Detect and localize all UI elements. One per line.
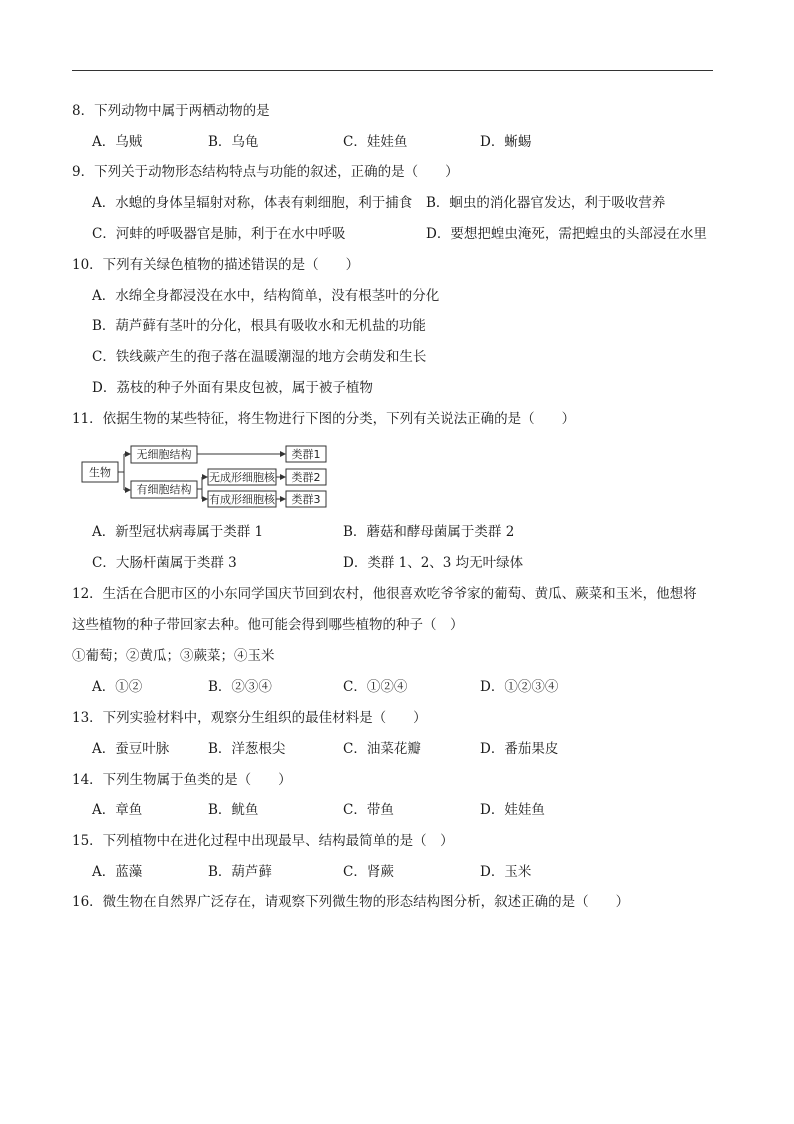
q8-option-d: D．蜥蜴 [480, 134, 532, 150]
q13-option-c: C．油菜花瓣 [343, 741, 421, 757]
q11-option-a: A．新型冠状病毒属于类群 1 [92, 524, 264, 540]
q8-option-b: B．乌龟 [208, 134, 259, 150]
diagram-group-1: 类群1 [291, 448, 321, 461]
q11-option-d: D．类群 1、2、3 均无叶绿体 [343, 555, 524, 571]
diagram-no-nucleus: 无成形细胞核 [209, 471, 275, 484]
diagram-root: 生物 [89, 466, 111, 479]
q13-option-b: B．洋葱根尖 [208, 741, 286, 757]
q9-option-d: D．要想把蝗虫淹死，需把蝗虫的头部浸在水里 [426, 226, 707, 242]
q14-option-a: A．章鱼 [92, 802, 143, 818]
q10-option-d: D．荔枝的种子外面有果皮包被，属于被子植物 [92, 380, 373, 396]
header-rule [72, 70, 713, 71]
question-13-stem: 13．下列实验材料中，观察分生组织的最佳材料是（ ） [72, 710, 427, 726]
question-16-stem: 16．微生物在自然界广泛存在，请观察下列微生物的形态结构图分析，叙述正确的是（ ） [72, 894, 630, 910]
question-9-stem: 9．下列关于动物形态结构特点与功能的叙述，正确的是（ ） [72, 164, 459, 180]
classification-diagram [80, 442, 340, 508]
q14-option-b: B．鱿鱼 [208, 802, 259, 818]
q8-option-a: A．乌贼 [92, 134, 143, 150]
q15-option-c: C．肾蕨 [343, 864, 394, 880]
q8-option-c: C．娃娃鱼 [343, 134, 408, 150]
diagram-cell: 有细胞结构 [136, 483, 192, 496]
q13-option-d: D．番茄果皮 [480, 741, 559, 757]
question-10-stem: 10．下列有关绿色植物的描述错误的是（ ） [72, 257, 360, 273]
question-8-stem: 8．下列动物中属于两栖动物的是 [72, 103, 270, 119]
q11-option-b: B．蘑菇和酵母菌属于类群 2 [343, 524, 515, 540]
q13-option-a: A．蚕豆叶脉 [92, 741, 170, 757]
diagram-has-nucleus: 有成形细胞核 [209, 493, 275, 506]
q12-option-c: C．①②④ [343, 679, 408, 695]
question-12-items: ①葡萄；②黄瓜；③蕨菜；④玉米 [72, 648, 275, 664]
q10-option-b: B．葫芦藓有茎叶的分化，根具有吸收水和无机盐的功能 [92, 318, 426, 334]
diagram-group-2: 类群2 [291, 471, 321, 484]
q12-option-d: D．①②③④ [480, 679, 559, 695]
question-11-stem: 11．依据生物的某些特征，将生物进行下图的分类，下列有关说法正确的是（ ） [72, 411, 576, 427]
q12-option-a: A．①② [92, 679, 143, 695]
q9-option-b: B．蛔虫的消化器官发达，利于吸收营养 [426, 195, 666, 211]
diagram-no-cell: 无细胞结构 [136, 448, 192, 461]
q10-option-a: A．水绵全身都浸没在水中，结构简单，没有根茎叶的分化 [92, 288, 440, 304]
q9-option-a: A．水螅的身体呈辐射对称，体表有刺细胞，利于捕食 [92, 195, 413, 211]
q15-option-d: D．玉米 [480, 864, 532, 880]
question-15-stem: 15．下列植物中在进化过程中出现最早、结构最简单的是（ ） [72, 833, 454, 849]
q10-option-c: C．铁线蕨产生的孢子落在温暖潮湿的地方会萌发和生长 [92, 349, 427, 365]
q11-option-c: C．大肠杆菌属于类群 3 [92, 555, 237, 571]
diagram-group-3: 类群3 [291, 493, 321, 506]
q14-option-c: C．带鱼 [343, 802, 394, 818]
q14-option-d: D．娃娃鱼 [480, 802, 545, 818]
q12-option-b: B．②③④ [208, 679, 272, 695]
q9-option-c: C．河蚌的呼吸器官是肺，利于在水中呼吸 [92, 226, 346, 242]
q15-option-b: B．葫芦藓 [208, 864, 272, 880]
q15-option-a: A．蓝藻 [92, 864, 143, 880]
question-14-stem: 14．下列生物属于鱼类的是（ ） [72, 772, 292, 788]
question-12-stem: 12．生活在合肥市区的小东同学国庆节回到农村，他很喜欢吃爷爷家的葡萄、黄瓜、蕨菜和玉米，他想将 [72, 586, 697, 602]
question-12-stem-continued: 这些植物的种子带回家去种。他可能会得到哪些植物的种子（ ） [72, 617, 464, 633]
